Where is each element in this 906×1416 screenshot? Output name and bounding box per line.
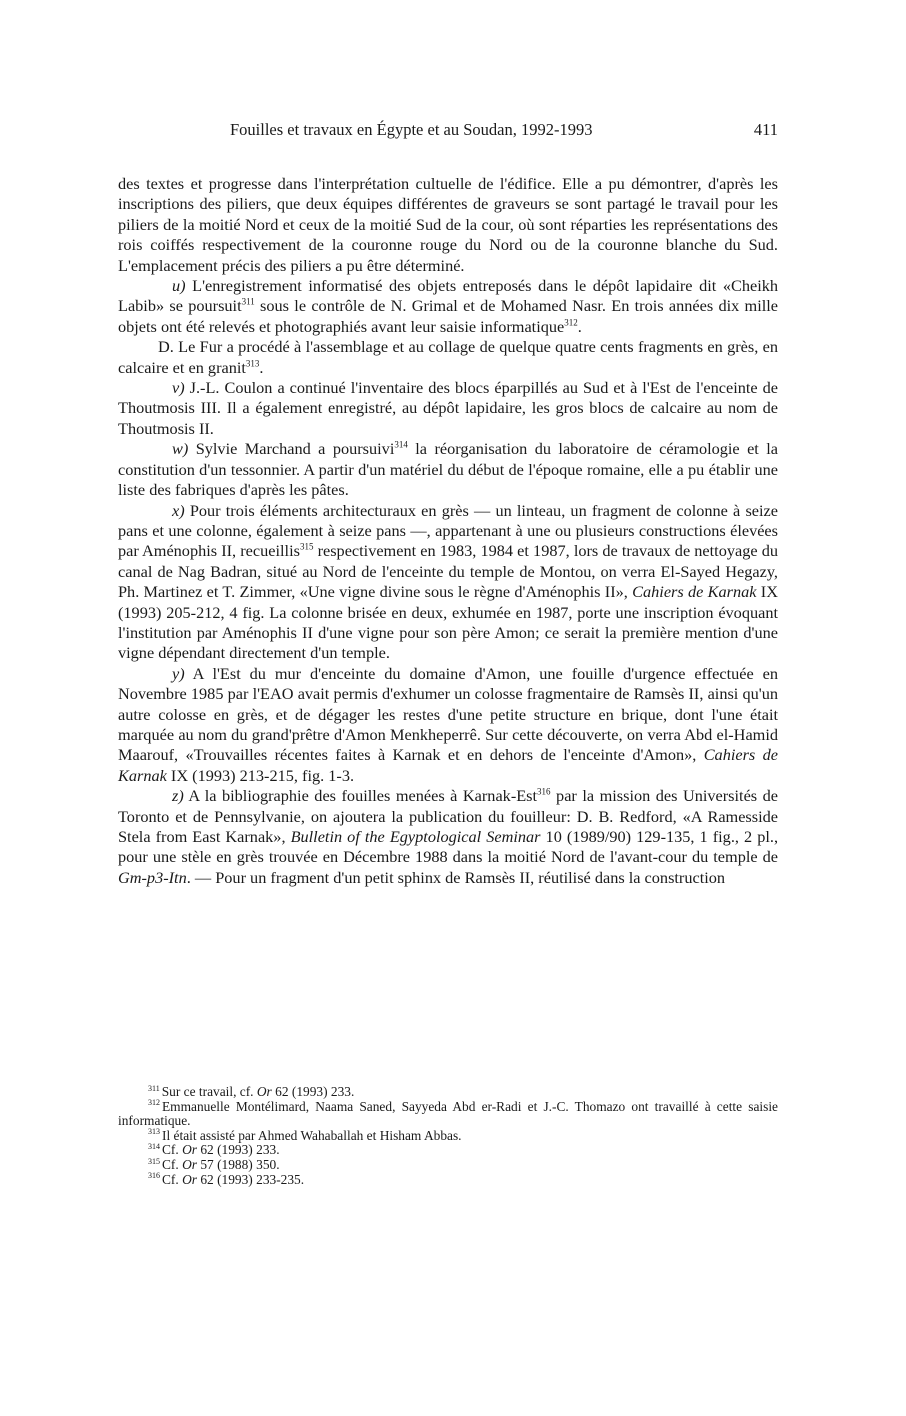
item-letter: v): [172, 378, 185, 398]
item-letter: y): [172, 663, 185, 683]
body-text: [118, 174, 778, 888]
paragraph-z: z) A la bibliographie des fouilles menées à Karnak-Est$^{316}$ par la mission des Universités de Toronto et de Pennsylvanie, on ajoutera la publication du fouilleur: D. B. Redford, «A Ramesside Stela from East Karnak», Bulletin of the Egyptological Seminar 10 (1989/90) 129-135, 1 fig., 2 pl., pour une stèle en grès trouvée en Décembre 1988 dans la moitié Nord de l'avant-cour du temple de Gm-p3-Itn. — Pour un fragment d'un petit sphinx de Ramsès II, réutilisé dans la construction: [118, 786, 779, 887]
footnote: $^{313}$ Il était assisté par Ahmed Wahaballah et Hisham Abbas.: [148, 1127, 462, 1143]
journal-title: Cahiers de Karnak: [632, 582, 757, 602]
footnote-ref: 313: [245, 358, 260, 369]
footnote: $^{312}$ Emmanuelle Montélimard, Naama Saned, Sayyeda Abd er-Radi et J.-C. Thomazo ont travaillé à cette saisie informatique.: [118, 1098, 778, 1129]
footnote-number: 312: [148, 1098, 160, 1108]
footnote-number: 315: [148, 1156, 160, 1166]
journal-title: Bulletin of the Egyptological Seminar: [290, 827, 541, 846]
footnote-number: 316: [148, 1171, 160, 1181]
journal-title: Cahiers de Karnak: [118, 745, 778, 785]
item-letter: u): [172, 276, 186, 296]
footnote: $^{314}$ Cf. Or 62 (1993) 233.: [148, 1141, 280, 1158]
footnote: $^{315}$ Cf. Or 57 (1988) 350.: [148, 1156, 280, 1172]
paragraph-u: u) L'enregistrement informatisé des objets entreposés dans le dépôt lapidaire dit «Cheikh Labib» se poursuit$^{311}$ sous le contrôle de N. Grimal et de Mohamed Nasr. En trois années dix mille objets ont été relevés et photographiés avant leur saisie informatique$^{312}$.: [118, 276, 778, 336]
item-letter: w): [172, 439, 189, 459]
footnote-ref: 312: [564, 317, 578, 328]
page-number: 411: [753, 120, 778, 139]
paragraph-d: D. Le Fur a procédé à l'assemblage et au collage de quelque quatre cents fragments en grès, en calcaire et en granit$^{313}$.: [118, 337, 778, 377]
item-letter: z): [172, 786, 184, 806]
footnote: $^{316}$ Cf. Or 62 (1993) 233-235.: [148, 1171, 305, 1187]
item-letter: x): [172, 500, 185, 520]
footnote-ref: 311: [241, 297, 255, 308]
footnote-ref: 315: [299, 541, 314, 552]
footnote-number: 313: [148, 1127, 160, 1137]
footnote-number: 311: [148, 1083, 160, 1093]
footnote-number: 314: [148, 1141, 160, 1151]
paragraph-v: v) J.-L. Coulon a continué l'inventaire des blocs éparpillés au Sud et à l'Est de l'enceinte de Thoutmosis III. Il a également enregistré, au dépôt lapidaire, les gros blocs de calcaire au nom de Thoutmosis II.: [118, 378, 778, 438]
footnotes: [118, 1085, 778, 1187]
paragraph-y: y) A l'Est du mur d'enceinte du domaine d'Amon, une fouille d'urgence effectuée en Novembre 1985 par l'EAO avait permis d'exhumer un colosse fragmentaire de Ramsès II, ainsi qu'un autre colosse en grès, et de dégager les restes d'une petite structure en brique, dont l'une était marquée au nom du grand'prêtre d'Amon Menkheperrê. Sur cette découverte, on verra Abd el-Hamid Maarouf, «Trouvailles récentes faites à Karnak et en dehors de l'enceinte d'Amon», Cahiers de Karnak IX (1993) 213-215, fig. 1-3.: [118, 663, 778, 785]
running-title: Fouilles et travaux en Égypte et au Soudan, 1992-1993: [230, 120, 593, 139]
footnote: $^{311}$ Sur ce travail, cf. Or 62 (1993) 233.: [148, 1083, 355, 1099]
paragraph-w: w) Sylvie Marchand a poursuivi$^{314}$ la réorganisation du laboratoire de céramologie et la constitution d'un tessonnier. A partir d'un matériel du début de l'époque romaine, elle a pu établir une liste des fabriques d'après les pâtes.: [118, 439, 778, 500]
paragraph-continuation: des textes et progresse dans l'interprétation cultuelle de l'édifice. Elle a pu démontrer, d'après les inscriptions des piliers, que deux équipes différentes de graveurs se sont partagé le travail pour les piliers de la moitié Nord et ceux de la moitié Sud de la cour, où sont réparties les représentations des rois coiffés respectivement de la couronne rouge du Nord ou de la couronne blanche du Sud. L'emplacement précis des piliers a pu être déterminé.: [118, 174, 778, 275]
paragraph-x: x) Pour trois éléments architecturaux en grès — un linteau, un fragment de colonne à seize pans et une colonne, également à seize pans —, appartenant à une ou plusieurs constructions élevées par Aménophis II, recueillis$^{315}$ respectivement en 1983, 1984 et 1987, lors de travaux de nettoyage du canal de Nag Badran, situé au Nord de l'enceinte du temple de Montou, on verra El-Sayed Hegazy, Ph. Martinez et T. Zimmer, «Une vigne divine sous le règne d'Aménophis II», Cahiers de Karnak IX (1993) 205-212, 4 fig. La colonne brisée en deux, exhumée en 1987, porte une inscription évoquant l'institution par Aménophis II d'une vigne pour son père Amon; ce serait la première mention d'une vigne dépendant directement d'un temple.: [118, 500, 778, 663]
footnote-ref: 314: [394, 439, 408, 450]
temple-name: Gm-p3-Itn: [118, 867, 187, 887]
footnote-ref: 316: [537, 786, 551, 797]
